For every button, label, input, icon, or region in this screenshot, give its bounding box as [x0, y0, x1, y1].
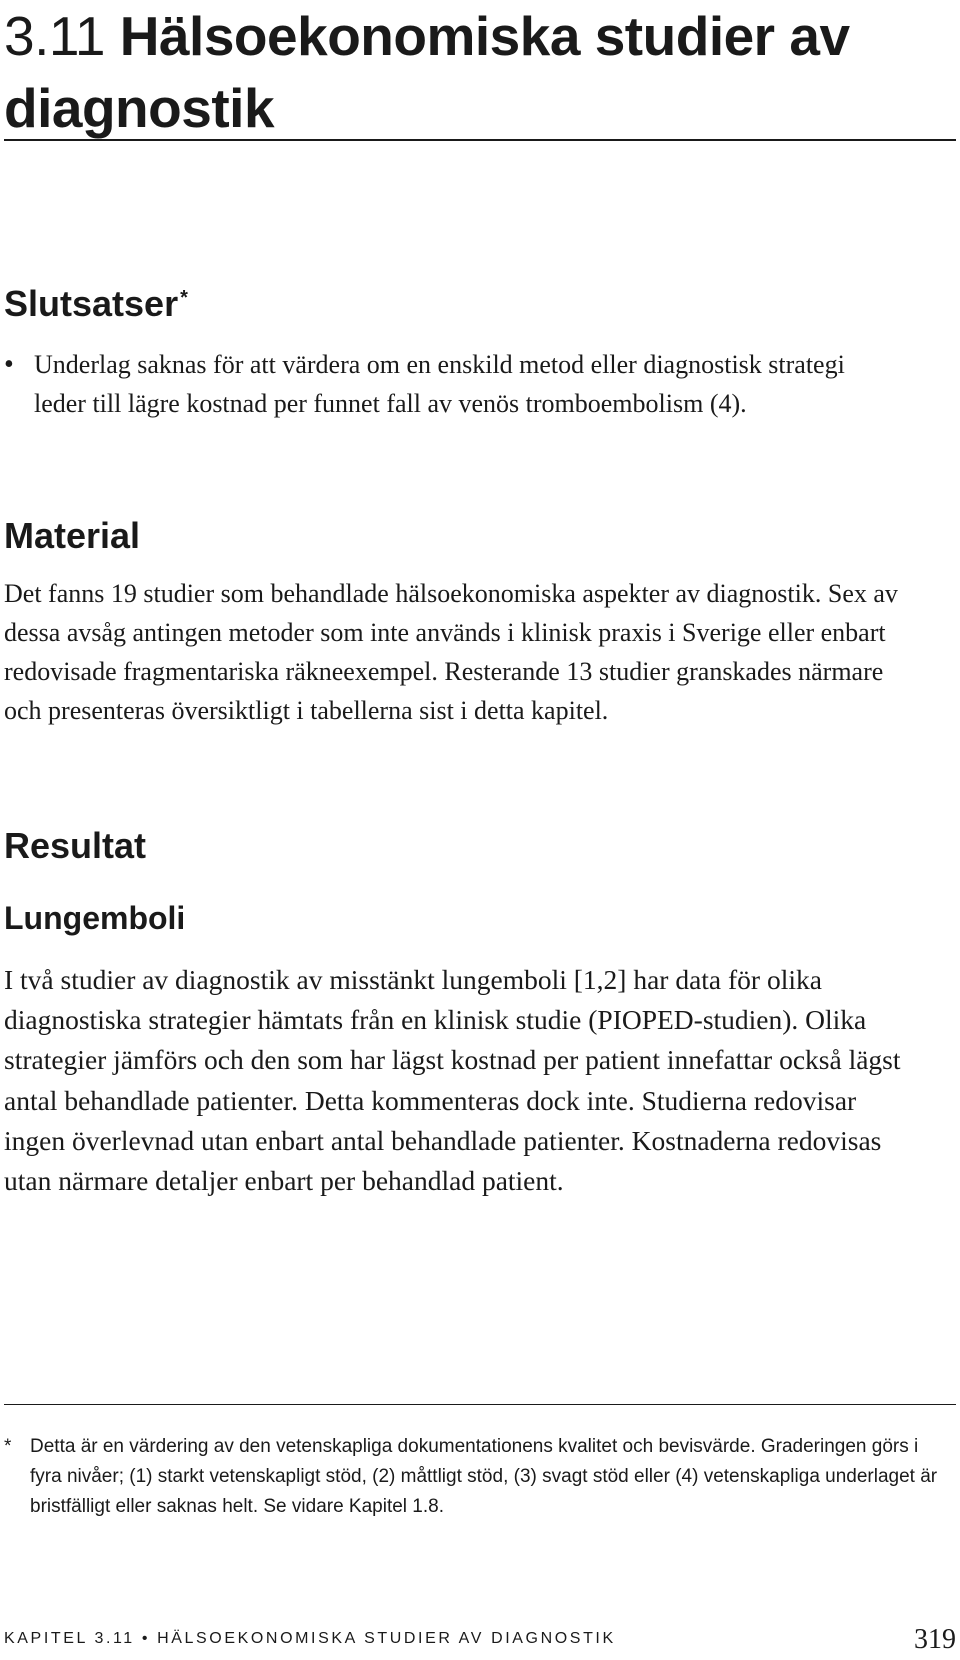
- footnote-text: Detta är en värdering av den vetenskapliga dokumentationens kvalitet och bevisvärde. Graderingen görs i fyra nivåer; (1) starkt vetenskapligt stöd, (2) måttligt stöd, (3) svagt stöd eller (4) vetenskapliga underlaget är bristfälligt eller saknas helt. Se vidare Kapitel 1.8.: [30, 1436, 938, 1517]
- material-heading: Material: [4, 515, 141, 556]
- footnote: [4, 1432, 944, 1522]
- results-heading: Resultat: [4, 825, 147, 866]
- conclusion-text: Underlag saknas för att värdera om en enskild metod eller diagnostisk strategi leder till lägre kostnad per funnet fall av venös tromboembolism (4).: [34, 350, 845, 418]
- page-footer: [4, 1620, 956, 1660]
- footnote-divider: [4, 1404, 956, 1405]
- conclusions-heading: [4, 282, 188, 326]
- bullet-icon: •: [4, 349, 14, 380]
- results-paragraph: I två studier av diagnostik av misstänkt lungemboli [1,2] har data för olika diagnostiska strategier hämtats från en klinisk studie (PIOPED-studien). Olika strategier jämförs och den som har lägst kostnad per patient innefattar också lägst antal behandlade patienter. Detta kommenteras dock inte. Studierna redovisar ingen överlevnad utan enbart antal behandlade patienter. Kostnaderna redovisas utan närmare detaljer enbart per behandlad patient.: [4, 964, 901, 1197]
- chapter-heading: [4, 0, 924, 144]
- running-head: KAPITEL 3.11 • HÄLSOEKONOMISKA STUDIER AV DIAGNOSTIK: [4, 1630, 616, 1647]
- conclusion-bullet: [4, 345, 904, 423]
- lungemboli-subheading: Lungemboli: [4, 900, 186, 936]
- footnote-reference: *: [180, 287, 188, 309]
- heading-divider: [4, 139, 956, 141]
- chapter-title: Hälsoekonomiska studier av diagnostik: [4, 5, 850, 139]
- material-paragraph: Det fanns 19 studier som behandlade hälsoekonomiska aspekter av diagnostik. Sex av dessa avsåg antingen metoder som inte används i klinisk praxis i Sverige eller enbart redovisade fragmentariska räkneexempel. Resterande 13 studier granskades närmare och presenteras översiktligt i tabellerna sist i detta kapitel.: [4, 579, 898, 725]
- conclusions-heading-text: Slutsatser: [4, 283, 179, 324]
- chapter-number: 3.11: [4, 5, 105, 67]
- page-number: 319: [914, 1624, 956, 1655]
- footnote-mark: *: [4, 1436, 12, 1457]
